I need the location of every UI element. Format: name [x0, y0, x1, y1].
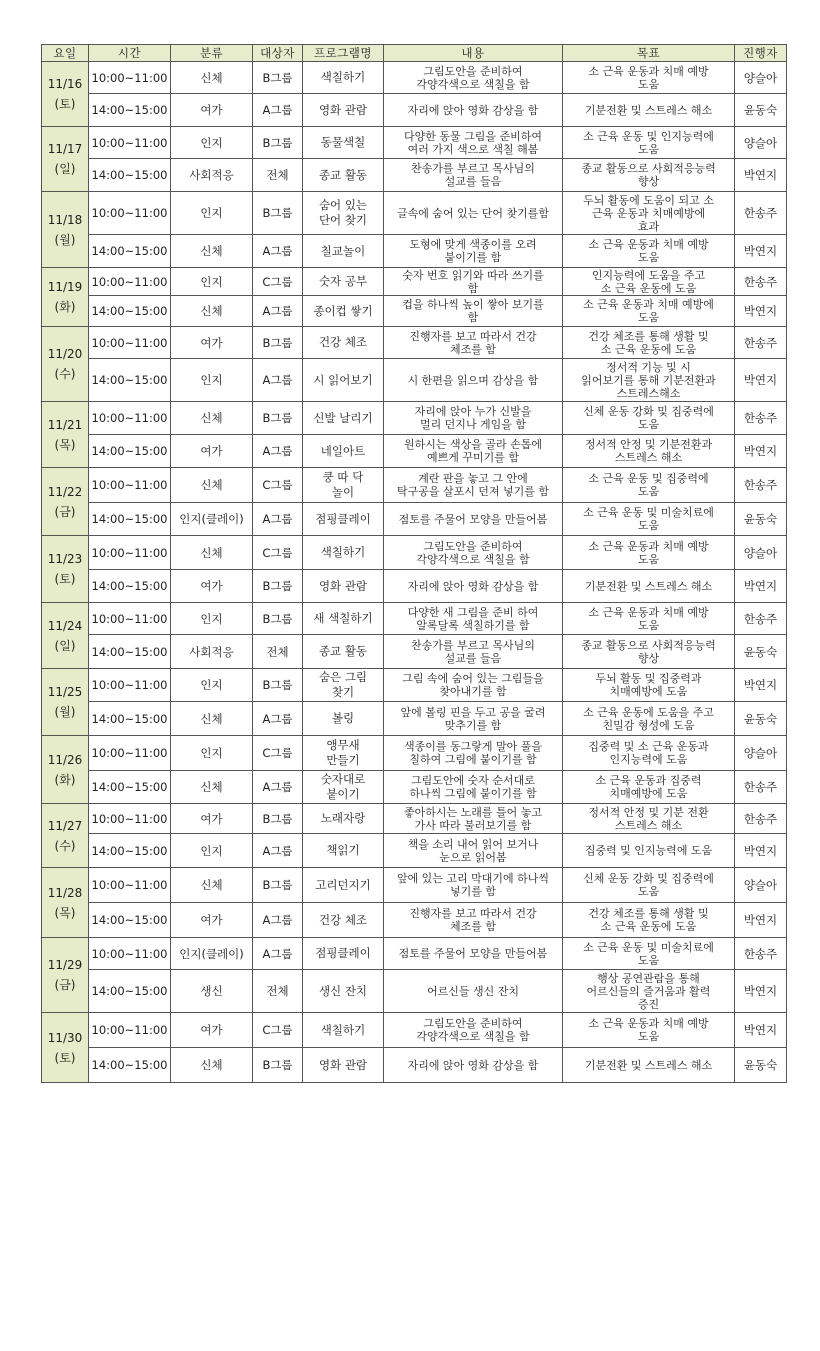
time-cell: 14:00~15:00 [89, 159, 171, 192]
day-cell: 11/25 (월) [42, 669, 89, 736]
prog-cell: 노래자랑 [303, 804, 384, 834]
table-header-row [42, 45, 787, 62]
cat-cell: 여가 [171, 435, 253, 468]
goal-cell: 소 근육 운동 및 미술치료에 도움 [563, 938, 735, 970]
leader-cell: 한송주 [735, 192, 787, 235]
table-row [42, 468, 787, 503]
day-cell: 11/26 (화) [42, 736, 89, 804]
time-cell: 14:00~15:00 [89, 702, 171, 736]
table-row [42, 127, 787, 159]
goal-cell: 행상 공연관람을 통해 어르신들의 즐거움과 활력 증진 [563, 970, 735, 1013]
tgt-cell: B그룹 [253, 127, 303, 159]
cat-cell: 인지 [171, 268, 253, 296]
tgt-cell: B그룹 [253, 868, 303, 903]
prog-cell: 칠교놀이 [303, 235, 384, 268]
cat-cell: 신체 [171, 402, 253, 435]
header-day: 요일 [42, 45, 89, 62]
content-cell: 자리에 앉아 누가 신발을 멀리 던지나 게임을 함 [384, 402, 563, 435]
goal-cell: 소 근육 운동에 도움을 주고 친밀감 형성에 도움 [563, 702, 735, 736]
goal-cell: 소 근육 운동과 치매 예방 도움 [563, 235, 735, 268]
leader-cell: 윤동숙 [735, 94, 787, 127]
time-cell: 10:00~11:00 [89, 1013, 171, 1048]
time-cell: 14:00~15:00 [89, 435, 171, 468]
goal-cell: 집중력 및 소 근육 운동과 인지능력에 도움 [563, 736, 735, 771]
prog-cell: 고리던지기 [303, 868, 384, 903]
table-row [42, 834, 787, 868]
tgt-cell: C그룹 [253, 536, 303, 570]
schedule-body [42, 62, 787, 1083]
cat-cell: 인지 [171, 669, 253, 702]
content-cell: 좋아하시는 노래를 틀어 놓고 가사 따라 불러보기를 함 [384, 804, 563, 834]
content-cell: 진행자를 보고 따라서 건강 체조를 함 [384, 903, 563, 938]
content-cell: 시 한편을 읽으며 감상을 함 [384, 359, 563, 402]
time-cell: 14:00~15:00 [89, 503, 171, 536]
cat-cell: 생신 [171, 970, 253, 1013]
content-cell: 자리에 앉아 영화 감상을 함 [384, 94, 563, 127]
cat-cell: 인지 [171, 359, 253, 402]
day-cell: 11/30 (토) [42, 1013, 89, 1083]
leader-cell: 박연지 [735, 834, 787, 868]
time-cell: 10:00~11:00 [89, 268, 171, 296]
content-cell: 원하시는 색상을 골라 손톱에 예쁘게 꾸미기를 함 [384, 435, 563, 468]
table-row [42, 804, 787, 834]
time-cell: 14:00~15:00 [89, 1048, 171, 1083]
time-cell: 10:00~11:00 [89, 736, 171, 771]
tgt-cell: A그룹 [253, 94, 303, 127]
leader-cell: 박연지 [735, 1013, 787, 1048]
time-cell: 10:00~11:00 [89, 603, 171, 635]
prog-cell: 숫자대로 붙이기 [303, 771, 384, 804]
prog-cell: 동물색칠 [303, 127, 384, 159]
table-row [42, 359, 787, 402]
content-cell: 찬송가를 부르고 목사님의 설교를 들음 [384, 635, 563, 669]
time-cell: 14:00~15:00 [89, 903, 171, 938]
cat-cell: 신체 [171, 468, 253, 503]
header-target: 대상자 [253, 45, 303, 62]
table-row [42, 327, 787, 359]
content-cell: 컵을 하나씩 높이 쌓아 보기를 함 [384, 296, 563, 327]
table-row [42, 235, 787, 268]
leader-cell: 윤동숙 [735, 1048, 787, 1083]
goal-cell: 건강 체조를 통해 생활 및 소 근육 운동에 도움 [563, 327, 735, 359]
tgt-cell: B그룹 [253, 402, 303, 435]
prog-cell: 색칠하기 [303, 536, 384, 570]
content-cell: 도형에 맞게 색종이를 오려 붙이기를 함 [384, 235, 563, 268]
tgt-cell: A그룹 [253, 938, 303, 970]
cat-cell: 신체 [171, 536, 253, 570]
day-cell: 11/18 (월) [42, 192, 89, 268]
program-schedule-table [41, 44, 787, 1083]
prog-cell: 시 읽어보기 [303, 359, 384, 402]
leader-cell: 박연지 [735, 970, 787, 1013]
content-cell: 그림도안에 숫자 순서대로 하나씩 그림에 붙이기를 함 [384, 771, 563, 804]
content-cell: 다양한 새 그림을 준비 하여 알록달록 색칠하기를 함 [384, 603, 563, 635]
tgt-cell: B그룹 [253, 804, 303, 834]
cat-cell: 인지 [171, 736, 253, 771]
content-cell: 글속에 숨어 있는 단어 찾기를함 [384, 192, 563, 235]
time-cell: 10:00~11:00 [89, 536, 171, 570]
cat-cell: 사회적응 [171, 635, 253, 669]
prog-cell: 앵무새 만들기 [303, 736, 384, 771]
day-cell: 11/29 (금) [42, 938, 89, 1013]
goal-cell: 소 근육 운동과 치매 예방 도움 [563, 62, 735, 94]
content-cell: 그림 속에 숨어 있는 그림들을 찾아내기를 함 [384, 669, 563, 702]
tgt-cell: C그룹 [253, 1013, 303, 1048]
header-program: 프로그램명 [303, 45, 384, 62]
content-cell: 다양한 동물 그림을 준비하여 여러 가지 색으로 색칠 해봄 [384, 127, 563, 159]
content-cell: 책을 소리 내어 읽어 보거나 눈으로 읽어봄 [384, 834, 563, 868]
tgt-cell: A그룹 [253, 503, 303, 536]
leader-cell: 박연지 [735, 359, 787, 402]
goal-cell: 두뇌 활동 및 집중력과 치매예방에 도움 [563, 669, 735, 702]
goal-cell: 소 근육 운동과 치매 예방 도움 [563, 603, 735, 635]
goal-cell: 종교 활동으로 사회적응능력 향상 [563, 635, 735, 669]
table-row [42, 868, 787, 903]
goal-cell: 소 근육 운동 및 인지능력에 도움 [563, 127, 735, 159]
leader-cell: 박연지 [735, 159, 787, 192]
goal-cell: 소 근육 운동과 집중력 치매예방에 도움 [563, 771, 735, 804]
tgt-cell: B그룹 [253, 62, 303, 94]
table-row [42, 536, 787, 570]
prog-cell: 숫자 공부 [303, 268, 384, 296]
cat-cell: 신체 [171, 235, 253, 268]
prog-cell: 영화 관람 [303, 94, 384, 127]
tgt-cell: C그룹 [253, 268, 303, 296]
prog-cell: 신발 날리기 [303, 402, 384, 435]
time-cell: 14:00~15:00 [89, 834, 171, 868]
tgt-cell: A그룹 [253, 435, 303, 468]
goal-cell: 종교 활동으로 사회적응능력 향상 [563, 159, 735, 192]
leader-cell: 양슬아 [735, 62, 787, 94]
header-category: 분류 [171, 45, 253, 62]
tgt-cell: A그룹 [253, 359, 303, 402]
tgt-cell: 전체 [253, 635, 303, 669]
leader-cell: 박연지 [735, 570, 787, 603]
day-cell: 11/22 (금) [42, 468, 89, 536]
cat-cell: 여가 [171, 903, 253, 938]
cat-cell: 신체 [171, 296, 253, 327]
goal-cell: 소 근육 운동과 치매 예방 도움 [563, 1013, 735, 1048]
header-goal: 목표 [563, 45, 735, 62]
prog-cell: 점핑클레이 [303, 503, 384, 536]
prog-cell: 새 색칠하기 [303, 603, 384, 635]
leader-cell: 양슬아 [735, 736, 787, 771]
tgt-cell: B그룹 [253, 570, 303, 603]
cat-cell: 신체 [171, 771, 253, 804]
tgt-cell: A그룹 [253, 771, 303, 804]
leader-cell: 양슬아 [735, 536, 787, 570]
leader-cell: 한송주 [735, 468, 787, 503]
leader-cell: 박연지 [735, 296, 787, 327]
cat-cell: 신체 [171, 868, 253, 903]
content-cell: 점토를 주물어 모양을 만들어봄 [384, 938, 563, 970]
table-row [42, 94, 787, 127]
tgt-cell: A그룹 [253, 235, 303, 268]
tgt-cell: B그룹 [253, 1048, 303, 1083]
prog-cell: 영화 관람 [303, 570, 384, 603]
prog-cell: 볼링 [303, 702, 384, 736]
content-cell: 찬송가를 부르고 목사님의 설교를 들음 [384, 159, 563, 192]
time-cell: 10:00~11:00 [89, 127, 171, 159]
tgt-cell: C그룹 [253, 468, 303, 503]
prog-cell: 생신 잔치 [303, 970, 384, 1013]
goal-cell: 두뇌 활동에 도움이 되고 소 근육 운동과 치매예방에 효과 [563, 192, 735, 235]
tgt-cell: B그룹 [253, 192, 303, 235]
prog-cell: 종교 활동 [303, 159, 384, 192]
leader-cell: 한송주 [735, 603, 787, 635]
cat-cell: 여가 [171, 570, 253, 603]
time-cell: 14:00~15:00 [89, 970, 171, 1013]
table-row [42, 635, 787, 669]
table-row [42, 268, 787, 296]
tgt-cell: 전체 [253, 970, 303, 1013]
leader-cell: 한송주 [735, 327, 787, 359]
content-cell: 자리에 앉아 영화 감상을 함 [384, 1048, 563, 1083]
cat-cell: 인지 [171, 603, 253, 635]
tgt-cell: B그룹 [253, 327, 303, 359]
table-row [42, 736, 787, 771]
day-cell: 11/27 (수) [42, 804, 89, 868]
leader-cell: 양슬아 [735, 127, 787, 159]
leader-cell: 박연지 [735, 903, 787, 938]
prog-cell: 점핑클레이 [303, 938, 384, 970]
content-cell: 앞에 있는 고리 막대기에 하나씩 넣기를 함 [384, 868, 563, 903]
table-row [42, 62, 787, 94]
table-row [42, 603, 787, 635]
day-cell: 11/28 (목) [42, 868, 89, 938]
table-row [42, 702, 787, 736]
content-cell: 그림도안을 준비하여 각양각색으로 색칠을 함 [384, 1013, 563, 1048]
goal-cell: 기분전환 및 스트레스 해소 [563, 1048, 735, 1083]
cat-cell: 인지 [171, 192, 253, 235]
time-cell: 14:00~15:00 [89, 635, 171, 669]
content-cell: 점토를 주물어 모양을 만들어봄 [384, 503, 563, 536]
time-cell: 14:00~15:00 [89, 94, 171, 127]
day-cell: 11/16 (토) [42, 62, 89, 127]
cat-cell: 여가 [171, 327, 253, 359]
goal-cell: 소 근육 운동 및 집중력에 도움 [563, 468, 735, 503]
table-row [42, 1048, 787, 1083]
table-row [42, 503, 787, 536]
time-cell: 10:00~11:00 [89, 62, 171, 94]
leader-cell: 박연지 [735, 435, 787, 468]
time-cell: 10:00~11:00 [89, 402, 171, 435]
cat-cell: 신체 [171, 62, 253, 94]
cat-cell: 인지(클레이) [171, 938, 253, 970]
time-cell: 14:00~15:00 [89, 296, 171, 327]
table-row [42, 192, 787, 235]
leader-cell: 한송주 [735, 268, 787, 296]
time-cell: 10:00~11:00 [89, 938, 171, 970]
leader-cell: 윤동숙 [735, 635, 787, 669]
cat-cell: 여가 [171, 94, 253, 127]
time-cell: 10:00~11:00 [89, 804, 171, 834]
table-row [42, 771, 787, 804]
header-time: 시간 [89, 45, 171, 62]
table-row [42, 435, 787, 468]
time-cell: 10:00~11:00 [89, 327, 171, 359]
cat-cell: 여가 [171, 804, 253, 834]
tgt-cell: A그룹 [253, 834, 303, 868]
content-cell: 계란 판을 놓고 그 안에 탁구공을 살포시 던져 넣기를 함 [384, 468, 563, 503]
day-cell: 11/17 (일) [42, 127, 89, 192]
tgt-cell: A그룹 [253, 702, 303, 736]
content-cell: 자리에 앉아 영화 감상을 함 [384, 570, 563, 603]
table-row [42, 402, 787, 435]
leader-cell: 한송주 [735, 938, 787, 970]
table-row [42, 570, 787, 603]
prog-cell: 네일아트 [303, 435, 384, 468]
time-cell: 10:00~11:00 [89, 192, 171, 235]
time-cell: 10:00~11:00 [89, 468, 171, 503]
cat-cell: 신체 [171, 702, 253, 736]
header-content: 내용 [384, 45, 563, 62]
leader-cell: 한송주 [735, 804, 787, 834]
leader-cell: 한송주 [735, 771, 787, 804]
day-cell: 11/23 (토) [42, 536, 89, 603]
prog-cell: 쿵 따 닥 놀이 [303, 468, 384, 503]
header-leader: 진행자 [735, 45, 787, 62]
content-cell: 어르신들 생신 잔치 [384, 970, 563, 1013]
tgt-cell: A그룹 [253, 296, 303, 327]
goal-cell: 소 근육 운동 및 미술치료에 도움 [563, 503, 735, 536]
cat-cell: 인지 [171, 127, 253, 159]
tgt-cell: C그룹 [253, 736, 303, 771]
time-cell: 14:00~15:00 [89, 570, 171, 603]
tgt-cell: A그룹 [253, 903, 303, 938]
day-cell: 11/24 (일) [42, 603, 89, 669]
table-row [42, 903, 787, 938]
goal-cell: 집중력 및 인지능력에 도움 [563, 834, 735, 868]
table-row [42, 970, 787, 1013]
leader-cell: 윤동숙 [735, 503, 787, 536]
cat-cell: 사회적응 [171, 159, 253, 192]
prog-cell: 색칠하기 [303, 62, 384, 94]
goal-cell: 인지능력에 도움을 주고 소 근육 운동에 도움 [563, 268, 735, 296]
content-cell: 그림도안을 준비하여 각양각색으로 색칠을 함 [384, 62, 563, 94]
prog-cell: 색칠하기 [303, 1013, 384, 1048]
goal-cell: 기분전환 및 스트레스 해소 [563, 570, 735, 603]
content-cell: 진행자를 보고 따라서 건강 체조를 함 [384, 327, 563, 359]
time-cell: 14:00~15:00 [89, 771, 171, 804]
day-cell: 11/20 (수) [42, 327, 89, 402]
leader-cell: 양슬아 [735, 868, 787, 903]
tgt-cell: B그룹 [253, 603, 303, 635]
day-cell: 11/19 (화) [42, 268, 89, 327]
table-row [42, 1013, 787, 1048]
leader-cell: 박연지 [735, 669, 787, 702]
table-row [42, 669, 787, 702]
goal-cell: 신체 운동 강화 및 집중력에 도움 [563, 402, 735, 435]
content-cell: 앞에 볼링 핀을 두고 공을 굴려 맞추기를 함 [384, 702, 563, 736]
goal-cell: 신체 운동 강화 및 집중력에 도움 [563, 868, 735, 903]
leader-cell: 한송주 [735, 402, 787, 435]
cat-cell: 인지 [171, 834, 253, 868]
prog-cell: 숨어 있는 단어 찾기 [303, 192, 384, 235]
content-cell: 색종이를 동그랗게 말아 풀을 칠하여 그림에 붙이기를 함 [384, 736, 563, 771]
prog-cell: 건강 체조 [303, 903, 384, 938]
tgt-cell: 전체 [253, 159, 303, 192]
time-cell: 14:00~15:00 [89, 359, 171, 402]
content-cell: 그림도안을 준비하여 각양각색으로 색칠을 함 [384, 536, 563, 570]
cat-cell: 여가 [171, 1013, 253, 1048]
prog-cell: 영화 관람 [303, 1048, 384, 1083]
goal-cell: 기분전환 및 스트레스 해소 [563, 94, 735, 127]
table-row [42, 938, 787, 970]
table-row [42, 159, 787, 192]
leader-cell: 박연지 [735, 235, 787, 268]
goal-cell: 정서적 안정 및 기분 전환 스트레스 해소 [563, 804, 735, 834]
goal-cell: 정서적 안정 및 기분전환과 스트레스 해소 [563, 435, 735, 468]
cat-cell: 인지(클레이) [171, 503, 253, 536]
content-cell: 숫자 번호 읽기와 따라 쓰기를 함 [384, 268, 563, 296]
prog-cell: 숨은 그림 찾기 [303, 669, 384, 702]
goal-cell: 건강 체조를 통해 생활 및 소 근육 운동에 도움 [563, 903, 735, 938]
tgt-cell: B그룹 [253, 669, 303, 702]
day-cell: 11/21 (목) [42, 402, 89, 468]
time-cell: 10:00~11:00 [89, 868, 171, 903]
prog-cell: 건강 체조 [303, 327, 384, 359]
prog-cell: 책읽기 [303, 834, 384, 868]
cat-cell: 신체 [171, 1048, 253, 1083]
goal-cell: 정서적 기능 및 시 읽어보기를 통해 기분전환과 스트레스해소 [563, 359, 735, 402]
time-cell: 10:00~11:00 [89, 669, 171, 702]
prog-cell: 종이컵 쌓기 [303, 296, 384, 327]
goal-cell: 소 근육 운동과 치매 예방에 도움 [563, 296, 735, 327]
prog-cell: 종교 활동 [303, 635, 384, 669]
goal-cell: 소 근육 운동과 치매 예방 도움 [563, 536, 735, 570]
time-cell: 14:00~15:00 [89, 235, 171, 268]
table-row [42, 296, 787, 327]
leader-cell: 윤동숙 [735, 702, 787, 736]
